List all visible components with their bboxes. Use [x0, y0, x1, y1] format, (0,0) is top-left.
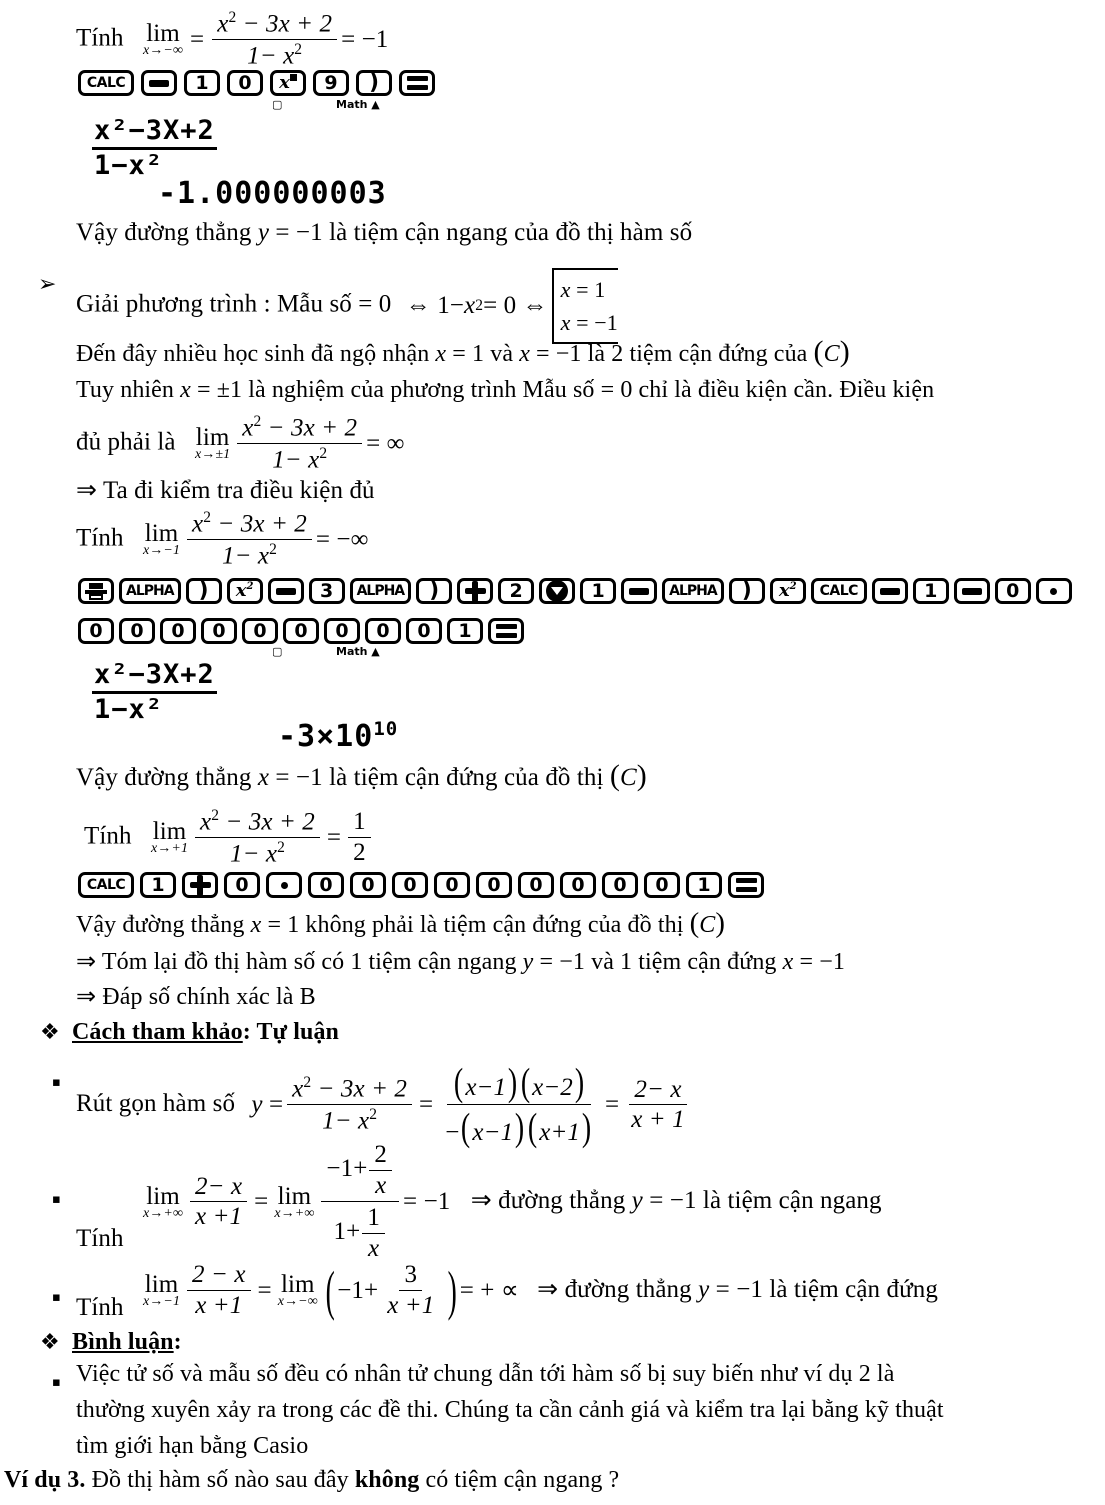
- heading-comment-text: Bình luận: [72, 1329, 174, 1355]
- necessary-condition-line: Tuy nhiên x = ±1 là nghiệm của phương trình Mẫu số = 0 chỉ là điều kiện cần. Điều kiện: [76, 377, 935, 403]
- alpha-key[interactable]: ALPHA: [119, 578, 181, 604]
- digit-0-key[interactable]: 0: [350, 872, 386, 898]
- heading-reference-method-text: Cách tham khảo: [72, 1019, 243, 1045]
- solve-equation-line: Giải phương trình : Mẫu số = 0 ⇔ 1− x 2 = 0 ⇔ x = 1 x = −1: [76, 268, 618, 344]
- simplify-fraction-1: $\frac{x^2 - 3x + 2}{1- x^2}$: [287, 1075, 412, 1135]
- limit-operator-3: lim x→−1: [142, 520, 181, 559]
- limit-subscript-2: x→±1: [194, 447, 231, 463]
- limit-operator-5: lim x→+∞: [142, 1182, 184, 1221]
- limit4-fraction-1: $\frac{2- x}{x +1}$: [190, 1174, 247, 1231]
- limit5-fraction-1: $\frac{2 - x}{x +1}$: [187, 1262, 250, 1319]
- digit-0-key[interactable]: 0: [78, 618, 114, 644]
- tinh-label-5: Tính: [76, 1293, 124, 1321]
- plus-key[interactable]: [457, 578, 493, 604]
- digit-1-key[interactable]: 1: [686, 872, 722, 898]
- limit4-fraction-2: −1+ $\frac{2}{x}$ 1+ $\frac{1}{x}$: [321, 1142, 399, 1262]
- digit-0-key[interactable]: 0: [283, 618, 319, 644]
- screen2-result: [278, 718, 398, 754]
- half-denominator: 2: [353, 838, 366, 866]
- equals-key[interactable]: [399, 70, 435, 96]
- digit-0-key[interactable]: 0: [434, 872, 470, 898]
- heading-reference-method-tail: : Tự luận: [242, 1019, 339, 1045]
- digit-0-key[interactable]: 0: [518, 872, 554, 898]
- fraction-key[interactable]: [78, 578, 114, 604]
- x-squared-key[interactable]: $x^2$: [770, 578, 806, 604]
- digit-0-key[interactable]: 0: [560, 872, 596, 898]
- example-3-text-b: có tiệm cận ngang ?: [419, 1467, 620, 1493]
- conclusion-horizontal-asymptote: Vậy đường thẳng y = −1 là tiệm cận ngang của đồ thị hàm số: [76, 219, 693, 246]
- minus-key[interactable]: [872, 578, 908, 604]
- calculator-keysequence-3: [78, 872, 764, 898]
- right-paren-key[interactable]: ): [356, 70, 392, 96]
- minus-key[interactable]: [621, 578, 657, 604]
- fraction-half: [348, 809, 371, 866]
- digit-1-key[interactable]: 1: [447, 618, 483, 644]
- digit-0-key[interactable]: 0: [224, 872, 260, 898]
- calc-key[interactable]: CALC: [78, 872, 134, 898]
- bullet-diamond-2: ❖: [40, 1330, 60, 1355]
- heading-comment: [72, 1330, 182, 1355]
- limit-subscript-5: x→+∞: [142, 1205, 184, 1221]
- digit-0-key[interactable]: 0: [227, 70, 263, 96]
- conclusion-not-vertical-asymptote: Vậy đường thẳng x = 1 không phải là tiệm cận đứng của đồ thị (C): [76, 907, 726, 939]
- example-3-text-a: Đồ thị hàm số nào sau đây: [85, 1467, 355, 1493]
- screen1-result: -1.000000003: [158, 176, 387, 211]
- keytag-math-1: Math ▲: [336, 98, 380, 111]
- limit-operator-6: lim x→+∞: [274, 1182, 315, 1221]
- screen1-numerator: x²−3X+2: [92, 116, 217, 150]
- digit-0-key[interactable]: 0: [392, 872, 428, 898]
- digit-0-key[interactable]: 0: [995, 578, 1031, 604]
- limit-1-result: = −1: [341, 25, 389, 53]
- limit-2-result: = −∞: [315, 525, 369, 553]
- formula-limit-3: Tính lim x→+1 $\frac{x^2 - 3x + 2}{1- x^2}$ = $\frac{1}{2}$: [84, 808, 375, 868]
- digit-1-key[interactable]: 1: [580, 578, 616, 604]
- limit5-inner-fraction: $\frac{3}{x +1}$: [387, 1261, 435, 1319]
- simplify-function-line: Rút gọn hàm số y = $\frac{x^2 - 3x + 2}{1- x^2}$ = $\frac{(x-1)(x-2)}{-(x-1)(x+1)}$ = $\frac{2- x}{x + 1}$: [76, 1062, 694, 1148]
- calculator-keysequence-2-row2: [78, 618, 524, 644]
- limit-horizontal-line: Tính lim x→+∞ $\frac{2- x}{x +1}$ = lim x→+∞ −1+ $\frac{2}{x}$ 1+ $\frac{1}{x}$ = −1 ⇒ đường thẳng y = −1 là tiệm cận ngang: [76, 1141, 882, 1262]
- tinh-label-3: Tính: [84, 822, 132, 850]
- digit-3-key[interactable]: 3: [309, 578, 345, 604]
- limit-vertical-line: Tính lim x→−1 $\frac{2 - x}{x +1}$ = lim x→−∞ ( −1+ $\frac{3}{x +1}$ ) = + ∝ ⇒ đường thẳng y = −1 là tiệm cận đứng: [76, 1260, 938, 1321]
- bullet-square-1: ▪: [52, 1075, 61, 1090]
- check-sufficient-line: ⇒ Ta đi kiểm tra điều kiện đủ: [76, 477, 375, 504]
- case-bracket: x = 1 x = −1: [552, 268, 618, 344]
- example-3-prefix: Ví dụ 3.: [4, 1467, 86, 1493]
- tinh-label-2: Tính: [76, 524, 124, 552]
- simplify-label: Rút gọn hàm số: [76, 1089, 236, 1117]
- f2-num-frac-num: 2: [369, 1142, 392, 1171]
- limit-operator-8: lim x→−∞: [277, 1271, 318, 1310]
- digit-0-key[interactable]: 0: [119, 618, 155, 644]
- digit-0-key[interactable]: 0: [602, 872, 638, 898]
- limit-operator-1: lim x→−∞: [142, 20, 184, 59]
- limit-operator-4: lim x→+1: [150, 818, 189, 857]
- solve-equation-label: Giải phương trình : Mẫu số = 0: [76, 290, 392, 318]
- example-3-bold-word: không: [354, 1467, 420, 1493]
- fraction-3: $\frac{x^2 - 3x + 2}{1- x^2}$: [187, 510, 312, 570]
- keytag-r-1: ▢: [272, 98, 283, 111]
- limit4-result: = −1: [403, 1187, 451, 1215]
- right-paren-key[interactable]: ): [729, 578, 765, 604]
- right-paren-key[interactable]: ): [416, 578, 452, 604]
- digit-0-key[interactable]: 0: [160, 618, 196, 644]
- simplify-fraction-3: $\frac{2- x}{x + 1}$: [631, 1075, 685, 1134]
- bullet-diamond-1: ❖: [40, 1020, 60, 1045]
- keytag-r-2: ▢: [272, 645, 283, 658]
- minus-key[interactable]: [954, 578, 990, 604]
- limit-subscript-6: x→+∞: [274, 1205, 315, 1221]
- tinh-label-1: Tính: [76, 24, 124, 52]
- digit-1-key[interactable]: 1: [140, 872, 176, 898]
- limit-subscript-7: x→−1: [142, 1294, 181, 1310]
- summary-line: ⇒ Tóm lại đồ thị hàm số có 1 tiệm cận ngang y = −1 và 1 tiệm cận đứng x = −1: [76, 949, 845, 975]
- calculator-keysequence-2-row1: [78, 578, 1072, 604]
- screen2-numerator: x²−3X+2: [92, 660, 217, 694]
- limit-subscript-8: x→−∞: [277, 1294, 318, 1310]
- x-power-key[interactable]: x: [270, 70, 306, 96]
- sufficient-condition-line: [76, 414, 405, 474]
- limit-operator-2: lim x→±1: [194, 424, 231, 463]
- down-arrow-key[interactable]: [539, 578, 575, 604]
- formula-limit-1: Tính lim x→−∞ = $\frac{x^2 - 3x + 2}{1- x^2}$ = −1: [76, 9, 389, 70]
- f2-den-frac-num: 1: [362, 1205, 385, 1234]
- x-squared-key[interactable]: $x^2$: [227, 578, 263, 604]
- answer-line: ⇒ Đáp số chính xác là B: [76, 984, 316, 1010]
- limit-subscript-4: x→+1: [150, 841, 189, 857]
- limit5-frac-num: 3: [399, 1262, 422, 1291]
- limit-operator-7: lim x→−1: [142, 1271, 181, 1310]
- digit-0-key[interactable]: 0: [406, 618, 442, 644]
- f2-num-frac-den: x: [375, 1171, 387, 1199]
- digit-0-key[interactable]: 0: [324, 618, 360, 644]
- limit-subscript-3: x→−1: [142, 543, 181, 559]
- digit-0-key[interactable]: 0: [242, 618, 278, 644]
- minus-key[interactable]: [141, 70, 177, 96]
- conclusion-vertical-asymptote-1: Vậy đường thẳng x = −1 là tiệm cận đứng của đồ thị (C): [76, 759, 647, 792]
- keytag-math-2: Math ▲: [336, 645, 380, 658]
- simplify-fraction-2: $\frac{(x-1)(x-2)}{-(x-1)(x+1)}$: [445, 1061, 592, 1150]
- bullet-square-3: ▪: [52, 1290, 61, 1305]
- right-paren-key[interactable]: ): [186, 578, 222, 604]
- limit5-result: = + ∝: [459, 1276, 519, 1304]
- digit-2-key[interactable]: 2: [498, 578, 534, 604]
- screen1-denominator: 1−x²: [94, 150, 164, 182]
- plus-key[interactable]: [182, 872, 218, 898]
- limit-subscript-1: x→−∞: [142, 43, 184, 59]
- example-3-heading: [4, 1468, 619, 1493]
- sufficient-result: = ∞: [366, 429, 405, 457]
- comment-paragraph-line-1: Việc tử số và mẫu số đều có nhân tử chung dẫn tới hàm số bị suy biến như ví dụ 2 là: [76, 1361, 895, 1387]
- decimal-point-key[interactable]: [266, 872, 302, 898]
- comment-paragraph-line-3: tìm giới hạn bằng Casio: [76, 1433, 309, 1459]
- alpha-key[interactable]: ALPHA: [662, 578, 724, 604]
- minus-key[interactable]: [268, 578, 304, 604]
- bullet-square-4: ▪: [52, 1375, 61, 1390]
- screen2-denominator: 1−x²: [94, 694, 164, 726]
- fraction-1: $\frac{x^2 - 3x + 2}{1- x^2}$: [212, 10, 337, 70]
- digit-0-key[interactable]: 0: [476, 872, 512, 898]
- heading-reference-method: [72, 1020, 339, 1045]
- tinh-label-4: Tính: [76, 1224, 124, 1252]
- misconception-line: Đến đây nhiều học sinh đã ngộ nhận x = 1 và x = −1 là 2 tiệm cận đứng của (C): [76, 335, 850, 368]
- digit-9-key[interactable]: 9: [313, 70, 349, 96]
- calc-key[interactable]: CALC: [811, 578, 867, 604]
- half-numerator: 1: [348, 809, 371, 838]
- f2-den-frac-den: x: [368, 1234, 380, 1262]
- formula-limit-2: [76, 510, 369, 570]
- calculator-screen-2: [92, 660, 217, 725]
- digit-0-key[interactable]: 0: [201, 618, 237, 644]
- alpha-key[interactable]: ALPHA: [350, 578, 412, 604]
- digit-0-key[interactable]: 0: [308, 872, 344, 898]
- calculator-keysequence-1: [78, 70, 435, 96]
- digit-0-key[interactable]: 0: [644, 872, 680, 898]
- sufficient-label: đủ phải là: [76, 428, 176, 456]
- bullet-square-2: ▪: [52, 1192, 61, 1207]
- decimal-point-key[interactable]: [1036, 578, 1072, 604]
- screen2-result-mantissa: -3×10: [278, 719, 374, 754]
- comment-paragraph-line-2: thường xuyên xảy ra trong các đề thi. Chúng ta cần cảnh giá và kiểm tra lại bằng kỹ thuật: [76, 1397, 944, 1423]
- calculator-screen-1: [92, 116, 217, 181]
- digit-1-key[interactable]: 1: [913, 578, 949, 604]
- equals-key[interactable]: [488, 618, 524, 644]
- screen2-result-exponent: 10: [373, 718, 399, 740]
- calc-key[interactable]: CALC: [78, 70, 134, 96]
- equals-key[interactable]: [728, 872, 764, 898]
- heading-comment-tail: :: [173, 1329, 182, 1355]
- digit-0-key[interactable]: 0: [365, 618, 401, 644]
- bullet-arrow-1: ➢: [38, 272, 57, 297]
- fraction-2: $\frac{x^2 - 3x + 2}{1- x^2}$: [237, 414, 362, 474]
- fraction-4: $\frac{x^2 - 3x + 2}{1- x^2}$: [195, 808, 320, 868]
- digit-1-key[interactable]: 1: [184, 70, 220, 96]
